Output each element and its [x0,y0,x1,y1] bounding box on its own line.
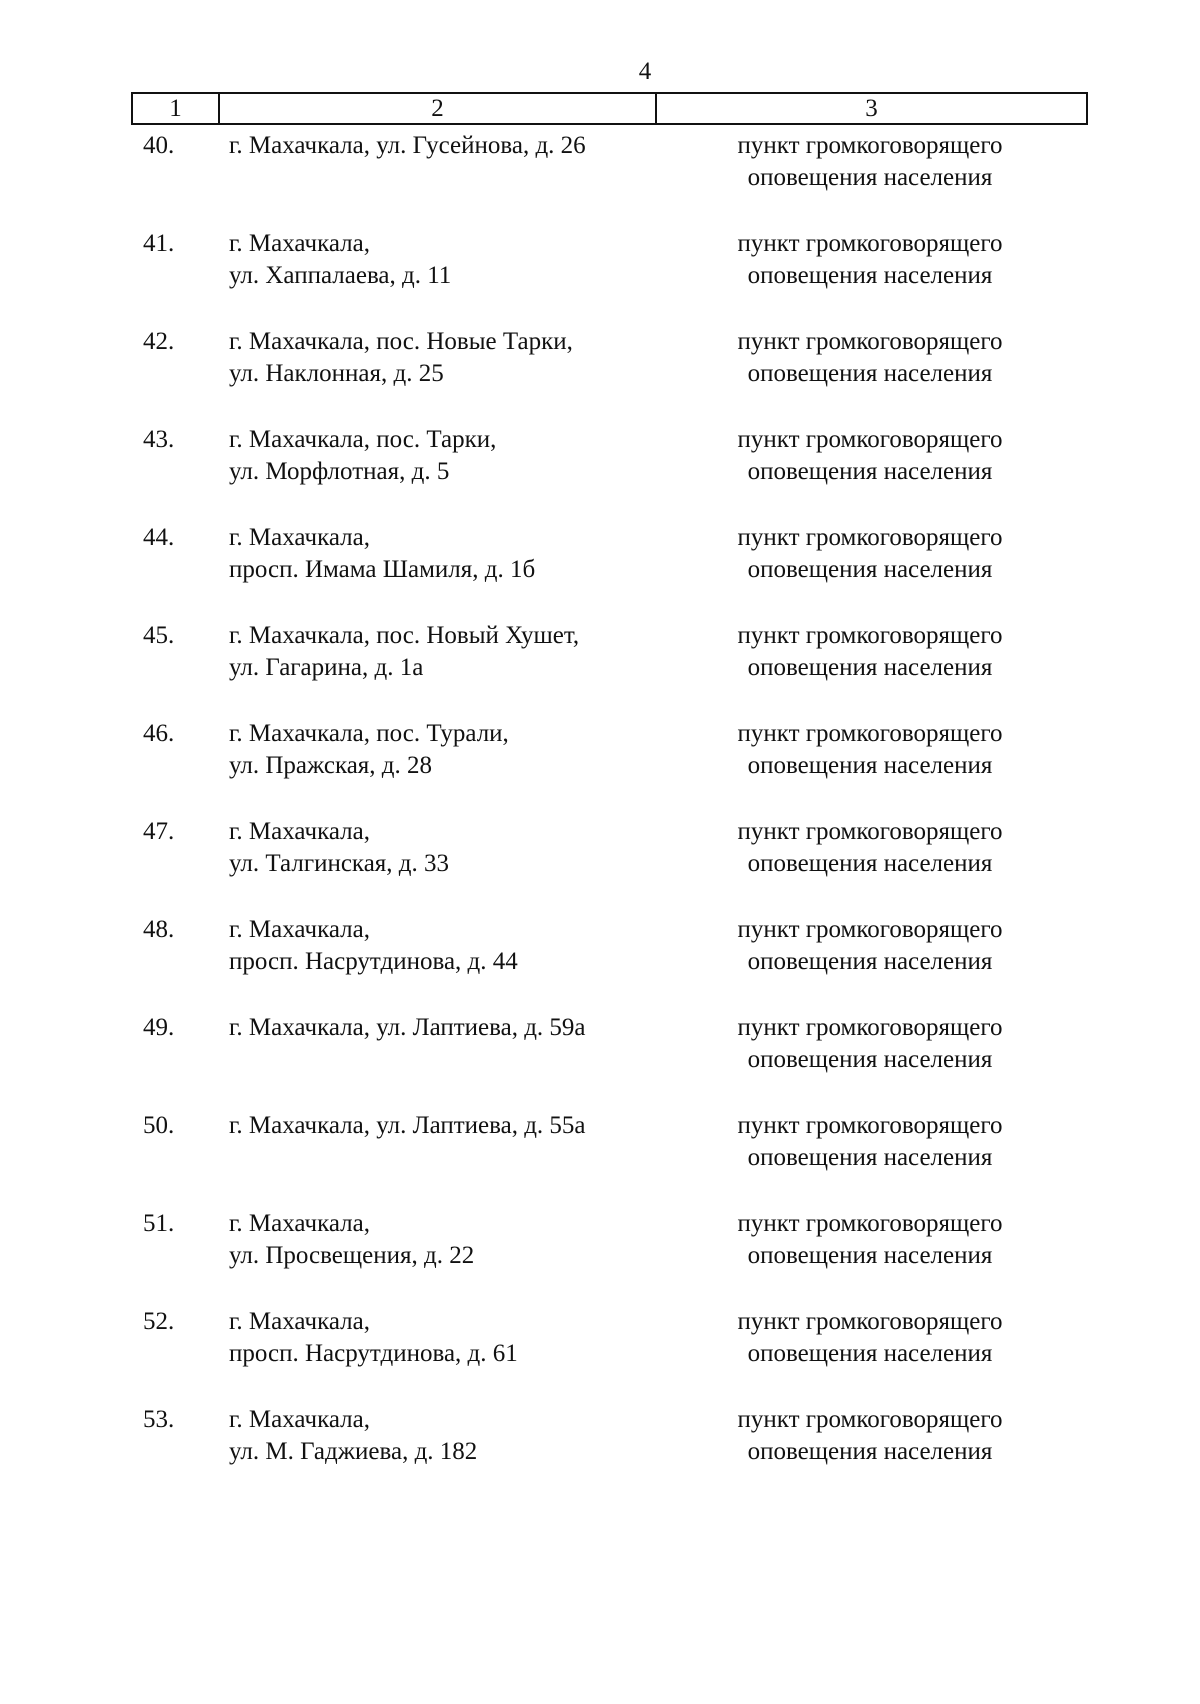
address-line-1: г. Махачкала, [229,1308,371,1335]
row-description [700,1012,1040,1076]
table-row [0,714,1200,794]
row-address [229,326,669,390]
row-address [229,1404,669,1468]
description-line-2: оповещения населения [747,1340,993,1367]
table-row [0,616,1200,696]
description-line-2: оповещения населения [747,164,993,191]
address-line-1: г. Махачкала, ул. Гусейнова, д. 26 [229,132,586,159]
description-line-1: пункт громкоговорящего [737,524,1003,551]
row-number: 46. [143,720,175,747]
table-row [0,1302,1200,1382]
description-line-1: пункт громкоговорящего [737,1210,1003,1237]
address-line-2: ул. Морфлотная, д. 5 [229,458,450,485]
row-address [229,816,669,880]
description-line-2: оповещения населения [747,752,993,779]
address-line-2: ул. Просвещения, д. 22 [229,1242,475,1269]
row-description [700,228,1040,292]
description-line-2: оповещения населения [747,1438,993,1465]
row-number: 43. [143,426,175,453]
description-line-2: оповещения населения [747,654,993,681]
table-row [0,910,1200,990]
address-line-1: г. Махачкала, пос. Турали, [229,720,509,747]
table-row [0,518,1200,598]
row-description [700,816,1040,880]
address-line-1: г. Махачкала, [229,230,371,257]
row-number: 40. [143,132,175,159]
row-number: 42. [143,328,175,355]
address-line-2: ул. Пражская, д. 28 [229,752,433,779]
description-line-1: пункт громкоговорящего [737,720,1003,747]
table-row [0,1204,1200,1284]
address-line-2: просп. Насрутдинова, д. 61 [229,1340,518,1367]
page-number: 4 [638,58,652,85]
description-line-2: оповещения населения [747,1046,993,1073]
description-line-1: пункт громкоговорящего [737,132,1003,159]
table-row [0,1008,1200,1088]
row-address [229,522,669,586]
row-description [700,914,1040,978]
table-header-row [131,92,1088,125]
table-row [0,224,1200,304]
row-address [229,620,669,684]
row-address [229,1306,669,1370]
description-line-2: оповещения населения [747,850,993,877]
row-description [700,620,1040,684]
description-line-2: оповещения населения [747,1144,993,1171]
row-number: 45. [143,622,175,649]
address-line-1: г. Махачкала, ул. Лаптиева, д. 55а [229,1112,586,1139]
row-address [229,424,669,488]
description-line-1: пункт громкоговорящего [737,1308,1003,1335]
row-address [229,914,669,978]
address-line-1: г. Махачкала, пос. Новые Тарки, [229,328,573,355]
description-line-2: оповещения населения [747,556,993,583]
description-line-2: оповещения населения [747,360,993,387]
description-line-2: оповещения населения [747,1242,993,1269]
address-line-2: просп. Насрутдинова, д. 44 [229,948,518,975]
description-line-1: пункт громкоговорящего [737,622,1003,649]
description-line-1: пункт громкоговорящего [737,328,1003,355]
table-row [0,1106,1200,1186]
address-line-1: г. Махачкала, [229,524,371,551]
row-number: 41. [143,230,175,257]
row-description [700,718,1040,782]
address-line-1: г. Махачкала, [229,818,371,845]
address-line-1: г. Махачкала, [229,916,371,943]
row-number: 51. [143,1210,175,1237]
row-address [229,1208,669,1272]
row-address [229,228,669,292]
table-row [0,322,1200,402]
header-col-2: 2 [220,94,657,123]
table-row [0,812,1200,892]
description-line-1: пункт громкоговорящего [737,230,1003,257]
row-number: 47. [143,818,175,845]
row-description [700,1208,1040,1272]
row-number: 52. [143,1308,175,1335]
description-line-2: оповещения населения [747,458,993,485]
row-number: 49. [143,1014,175,1041]
address-line-2: ул. Наклонная, д. 25 [229,360,444,387]
row-description [700,326,1040,390]
table-row [0,420,1200,500]
description-line-1: пункт громкоговорящего [737,1406,1003,1433]
row-number: 50. [143,1112,175,1139]
description-line-1: пункт громкоговорящего [737,1112,1003,1139]
row-description [700,1306,1040,1370]
description-line-2: оповещения населения [747,262,993,289]
description-line-1: пункт громкоговорящего [737,426,1003,453]
row-address [229,130,669,162]
description-line-1: пункт громкоговорящего [737,1014,1003,1041]
row-description [700,1110,1040,1174]
address-line-1: г. Махачкала, ул. Лаптиева, д. 59а [229,1014,586,1041]
row-description [700,130,1040,194]
address-line-1: г. Махачкала, пос. Тарки, [229,426,497,453]
address-line-1: г. Махачкала, [229,1406,371,1433]
row-address [229,1012,669,1044]
table-row [0,126,1200,206]
table-row [0,1400,1200,1480]
row-number: 53. [143,1406,175,1433]
address-line-2: ул. М. Гаджиева, д. 182 [229,1438,478,1465]
address-line-2: просп. Имама Шамиля, д. 1б [229,556,536,583]
description-line-2: оповещения населения [747,948,993,975]
address-line-2: ул. Хаппалаева, д. 11 [229,262,452,289]
row-description [700,1404,1040,1468]
address-line-1: г. Махачкала, [229,1210,371,1237]
row-address [229,718,669,782]
address-line-2: ул. Талгинская, д. 33 [229,850,450,877]
row-description [700,424,1040,488]
row-number: 48. [143,916,175,943]
description-line-1: пункт громкоговорящего [737,818,1003,845]
header-col-3: 3 [865,95,878,122]
description-line-1: пункт громкоговорящего [737,916,1003,943]
row-number: 44. [143,524,175,551]
address-line-1: г. Махачкала, пос. Новый Хушет, [229,622,580,649]
row-address [229,1110,669,1142]
address-line-2: ул. Гагарина, д. 1а [229,654,424,681]
header-col-1: 1 [133,94,220,123]
row-description [700,522,1040,586]
